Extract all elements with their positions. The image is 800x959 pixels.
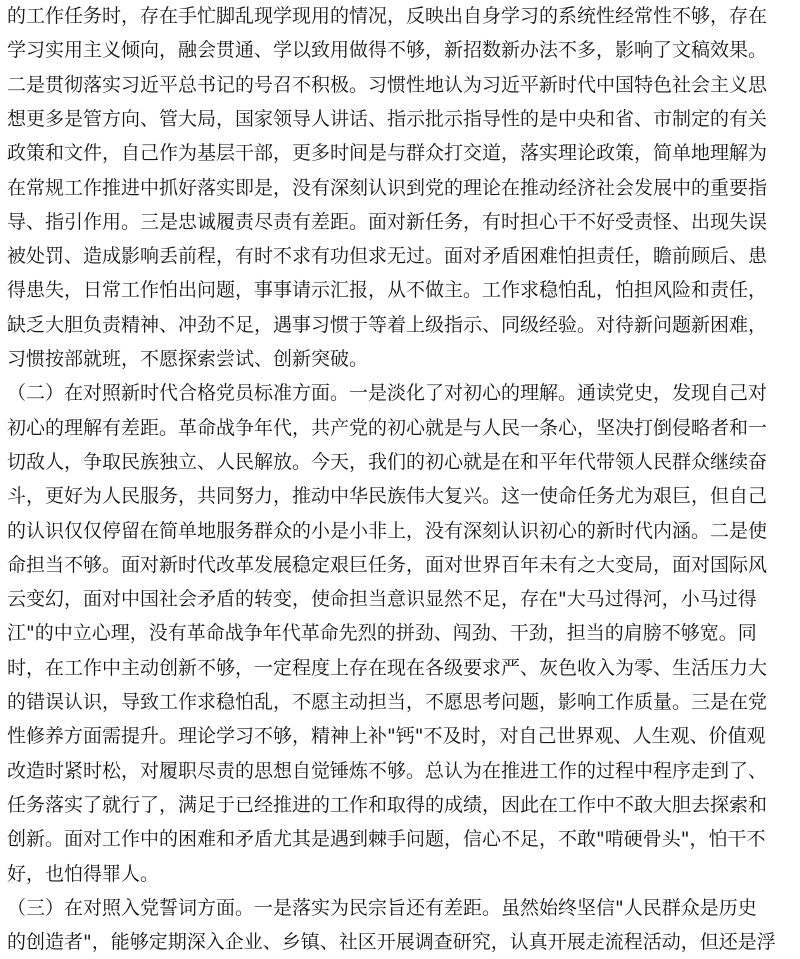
text-line: 被处罚、造成影响丢前程，有时不求有功但求无过。面对矛盾困难怕担责任，瞻前顾后、患 bbox=[7, 245, 768, 268]
text-line: 斗，更好为人民服务，共同努力，推动中华民族伟大复兴。这一使命任务尤为艰巨，但自己 bbox=[7, 485, 768, 508]
text-line: （三）在对照入党誓词方面。一是落实为民宗旨还有差距。虽然始终坚信"人民群众是历史 bbox=[7, 896, 757, 919]
text-line: 想更多是管方向、管大局，国家领导人讲话、指示批示指导性的是中央和省、市制定的有关 bbox=[7, 107, 768, 130]
text-line: 学习实用主义倾向，融会贯通、学以致用做得不够，新招数新办法不多，影响了文稿效果。 bbox=[7, 39, 768, 62]
text-line: 缺乏大胆负责精神、冲劲不足，遇事习惯于等着上级指示、同级经验。对待新问题新困难， bbox=[7, 313, 768, 336]
text-line: 改造时紧时松，对履职尽责的思想自觉锤炼不够。总认为在推进工作的过程中程序走到了、 bbox=[7, 759, 768, 782]
text-line: 初心的理解有差距。革命战争年代，共产党的初心就是与人民一条心，坚决打倒侵略者和一 bbox=[7, 416, 768, 439]
text-line: 好，也怕得罪人。 bbox=[7, 862, 160, 885]
text-line: 任务落实了就行了，满足于已经推进的工作和取得的成绩，因此在工作中不敢大胆去探索和 bbox=[7, 793, 768, 816]
text-line: 创新。面对工作中的困难和矛盾尤其是遇到棘手问题，信心不足，不敢"啃硬骨头"，怕干不 bbox=[7, 828, 766, 851]
text-line: 江"的中立心理，没有革命战争年代革命先烈的拼劲、闯劲、干劲，担当的肩膀不够宽。同 bbox=[7, 622, 757, 645]
text-line: 时，在工作中主动创新不够，一定程度上存在现在各级要求严、灰色收入为零、生活压力大 bbox=[7, 656, 768, 679]
text-line: 导、指引作用。三是忠诚履责尽责有差距。面对新任务，有时担心干不好受责怪、出现失误 bbox=[7, 210, 768, 233]
text-line: 习惯按部就班，不愿探索尝试、创新突破。 bbox=[7, 348, 369, 370]
text-line: 切敌人，争取民族独立、人民解放。今天，我们的初心就是在和平年代带领人民群众继续奋 bbox=[7, 450, 768, 473]
text-line: 在常规工作推进中抓好落实即是，没有深刻认识到党的理论在推动经济社会发展中的重要指 bbox=[7, 176, 768, 199]
text-line: 政策和文件，自己作为基层干部，更多时间是与群众打交道，落实理论政策，简单地理解为 bbox=[7, 142, 768, 165]
text-line: 得患失，日常工作怕出问题，事事请示汇报，从不做主。工作求稳怕乱，怕担风险和责任， bbox=[7, 279, 768, 302]
text-line: 的工作任务时，存在手忙脚乱现学现用的情况，反映出自身学习的系统性经常性不够，存在 bbox=[7, 5, 768, 27]
text-line: 的认识仅仅停留在简单地服务群众的小是小非上，没有深刻认识初心的新时代内涵。二是使 bbox=[7, 519, 768, 542]
text-line: 的错误认识，导致工作求稳怕乱，不愿主动担当，不愿思考问题，影响工作质量。三是在党 bbox=[7, 691, 768, 713]
text-line: 云变幻，面对中国社会矛盾的转变，使命担当意识显然不足，存在"大马过得河，小马过得 bbox=[7, 588, 757, 611]
text-line: 命担当不够。面对新时代改革发展稳定艰巨任务，面对世界百年未有之大变局，面对国际风 bbox=[7, 553, 768, 576]
text-line: 性修养方面需提升。理论学习不够，精神上补"钙"不及时，对自己世界观、人生观、价值观 bbox=[7, 725, 766, 748]
text-line: 二是贯彻落实习近平总书记的号召不积极。习惯性地认为习近平新时代中国特色社会主义思 bbox=[7, 73, 768, 96]
text-line: （二）在对照新时代合格党员标准方面。一是淡化了对初心的理解。通读党史，发现自己对 bbox=[7, 382, 768, 405]
text-line: 的创造者"，能够定期深入企业、乡镇、社区开展调查研究，认真开展走流程活动，但还是浮 bbox=[7, 931, 776, 954]
